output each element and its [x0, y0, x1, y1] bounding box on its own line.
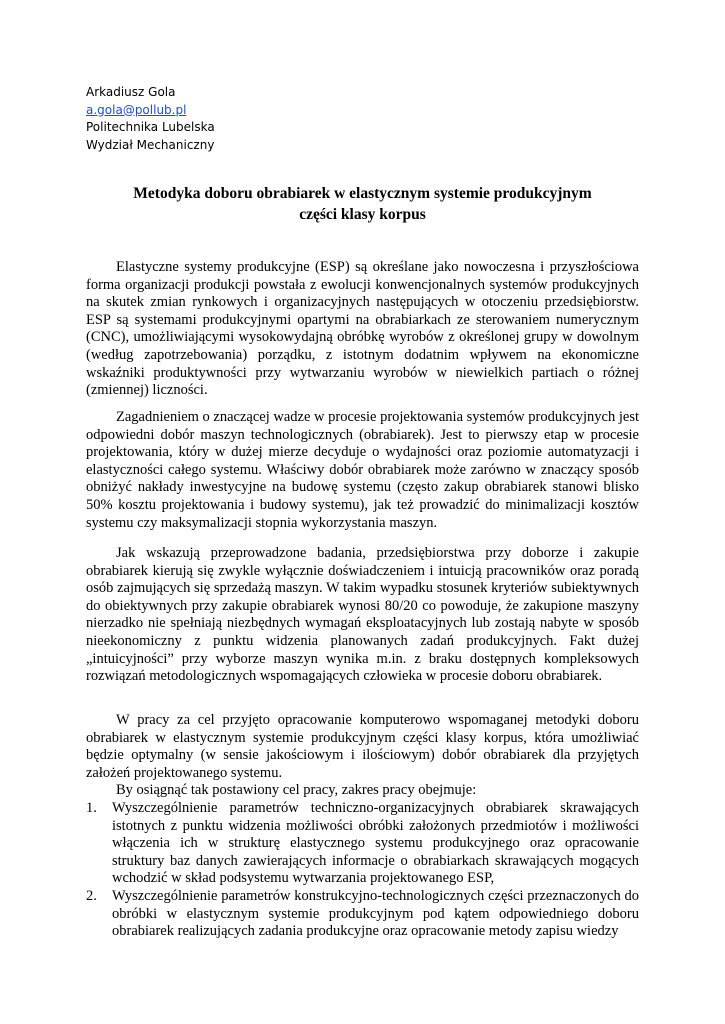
list-item-number: 1.: [86, 799, 97, 816]
paragraph-1: Elastyczne systemy produkcyjne (ESP) są określane jako nowoczesna i przyszłościowa forma organizacji produkcji powstała z ewolucji konwencjonalnych systemów produkcyjnych na skutek zmian rynkowych i organizacyjnych następujących w otoczeniu przedsiębiorstw. ESP są systemami produkcyjnymi opartymi na obrabiarkach ze sterowaniem numerycznym (CNC), umożliwiającymi wysokowydajną obróbkę wyrobów z określonej grupy w dowolnym (według zapotrzebowania) porządku, z istotnym dodatnim wpływem na ekonomiczne wskaźniki produktywności przy wytwarzaniu wyrobów w niewielkich partiach o różnej (zmiennej) liczności.: [86, 259, 639, 399]
list-item-text: Wyszczególnienie parametrów konstrukcyjno-technologicznych części przeznaczonych do obróbki w elastycznym systemie produkcyjnym pod kątem odpowiedniego doboru obrabiarek realizujących zadania produkcyjne oraz opracowanie metody zapisu wiedzy: [112, 887, 639, 940]
paragraph-4: W pracy za cel przyjęto opracowanie komputerowo wspomaganej metodyki doboru obrabiarek w elastycznym systemie produkcyjnym części klasy korpus, która umożliwiać będzie optymalny (w sensie jakościowym i ilościowym) dobór obrabiarek dla przyjętych założeń projektowanego systemu.: [86, 712, 639, 781]
university-name: Politechnika Lubelska: [86, 120, 215, 134]
faculty-name: Wydział Mechaniczny: [86, 137, 215, 152]
paragraph-3: Jak wskazują przeprowadzone badania, przedsiębiorstwa przy doborze i zakupie obrabiarek kierują się zwykle wyłącznie doświadczeniem i intuicją pracowników oraz poradą osób zajmujących się sprzedażą maszyn. W takim wypadku stosunek kryteriów subiektywnych do obiektywnych przy zakupie obrabiarek wynosi 80/20 co powoduje, że zakupione maszyny nierzadko nie spełniają niezbędnych wymagań eksploatacyjnych lub zostają nabyte w sposób nieekonomiczny z punktu widzenia planowanych zadań produkcyjnych. Fakt dużej „intuicyjności” przy wyborze maszyn wynika m.in. z braku dostępnych kompleksowych rozwiązań metodologicznych wspomagających człowieka w procesie doboru obrabiarek.: [86, 545, 639, 685]
author-block: [86, 84, 215, 154]
list-item: [86, 800, 639, 888]
author-email-link[interactable]: a.gola@pollub.pl: [86, 102, 187, 117]
list-item-text: Wyszczególnienie parametrów techniczno-organizacyjnych obrabiarek skrawających istotnych z punktu widzenia możliwości obróbki założonych przedmiotów i możliwości włączenia ich w strukturę elastycznego systemu produkcyjnego oraz opracowanie struktury baz danych zawierających informacje o obrabiarkach skrawających mogących wchodzić w skład podsystemu wytwarzania projektowanego ESP,: [112, 799, 639, 887]
list-intro: By osiągnąć tak postawiony cel pracy, zakres pracy obejmuje:: [116, 782, 477, 799]
title-line-1: Metodyka doboru obrabiarek w elastycznym systemie produkcyjnym: [133, 185, 592, 202]
paragraph-2: Zagadnieniem o znaczącej wadze w procesie projektowania systemów produkcyjnych jest odpowiedni dobór maszyn technologicznych (obrabiarek). Jest to pierwszy etap w procesie projektowania, który w dużej mierze decyduje o wydajności oraz poziomie automatyzacji i elastyczności całego systemu. Właściwy dobór obrabiarek może zarówno w znaczący sposób obniżyć nakłady inwestycyjne na budowę systemu (często zakup obrabiarek stanowi blisko 50% kosztu projektowania i budowy systemu), jak też prowadzić do minimalizacji kosztów systemu czy maksymalizacji stopnia wykorzystania maszyn.: [86, 409, 640, 531]
paragraph-3-block: [86, 545, 639, 686]
paragraph-1-block: [86, 259, 639, 400]
paragraph-4-block: [86, 712, 639, 941]
list-item: [86, 888, 639, 941]
title-line-2: części klasy korpus: [299, 206, 426, 223]
scope-list: [86, 800, 639, 941]
list-item-number: 2.: [86, 887, 97, 904]
paragraph-2-block: [86, 409, 639, 532]
author-name: Arkadiusz Gola: [86, 85, 176, 99]
document-title: [86, 183, 639, 225]
